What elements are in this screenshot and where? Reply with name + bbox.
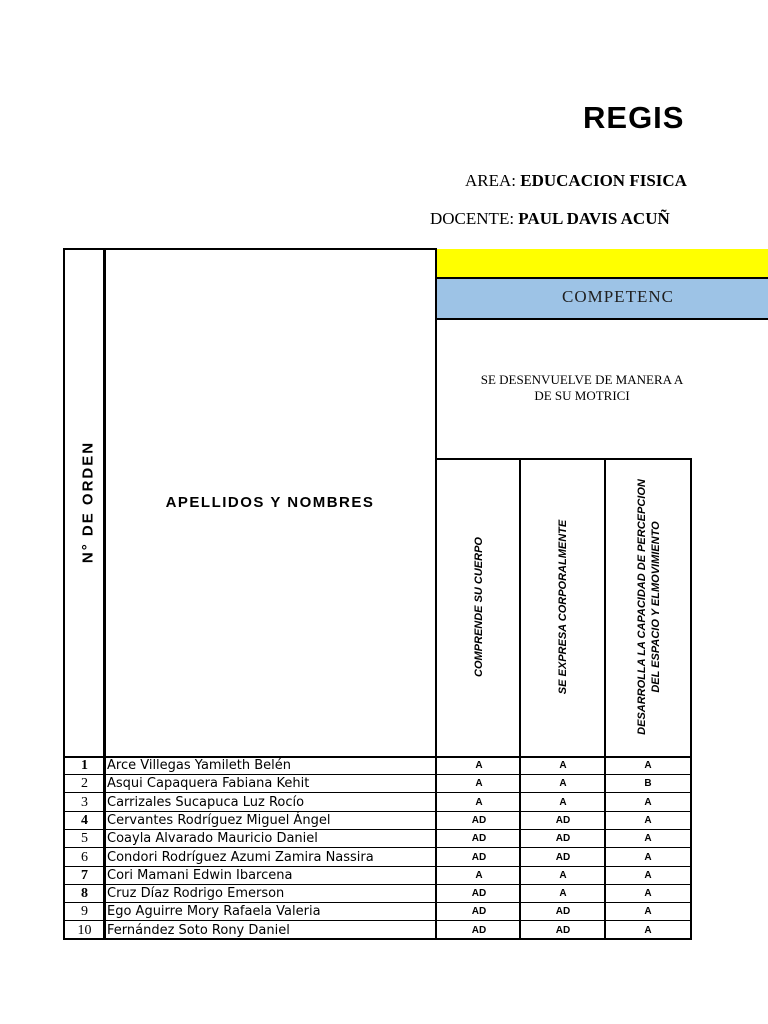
docente-label: DOCENTE:: [430, 209, 515, 228]
student-name: Fernández Soto Rony Daniel: [107, 922, 290, 938]
table-row: [64, 867, 692, 885]
page-title: REGIS: [583, 100, 685, 135]
subheader-text: COMPRENDE SU CUERPO: [473, 537, 485, 677]
table-border: [604, 459, 606, 940]
area-line: [465, 171, 687, 191]
row-divider: [63, 792, 692, 793]
table-row: [64, 885, 692, 903]
table-row: [64, 830, 692, 848]
row-divider: [63, 811, 692, 812]
row-divider: [63, 902, 692, 903]
grade-desarrolla: A: [644, 869, 652, 881]
grade-comprende: A: [475, 869, 483, 881]
row-divider: [63, 774, 692, 775]
table-border: [690, 459, 692, 940]
grade-expresa: A: [559, 869, 567, 881]
row-number: 4: [81, 812, 88, 828]
grade-desarrolla: A: [644, 851, 652, 863]
student-name: Coayla Alvarado Mauricio Daniel: [107, 831, 318, 847]
subheader-desarrolla: [635, 479, 663, 735]
grade-comprende: A: [475, 796, 483, 808]
row-divider: [63, 884, 692, 885]
area-value: EDUCACION FISICA: [520, 171, 687, 190]
grade-expresa: A: [559, 760, 567, 771]
row-number: 8: [81, 886, 88, 902]
grade-desarrolla: A: [644, 833, 652, 845]
grade-expresa: AD: [555, 851, 571, 863]
row-number: 3: [81, 794, 88, 810]
grade-expresa: A: [559, 778, 567, 790]
header-orden: N° DE ORDEN: [79, 440, 97, 564]
table-border: [63, 248, 65, 940]
subheader-text: SE EXPRESA CORPORALMENTE: [557, 519, 569, 695]
table-border: [437, 318, 768, 320]
grade-comprende: AD: [471, 888, 487, 900]
student-name: Cruz Díaz Rodrigo Emerson: [107, 886, 285, 902]
grade-desarrolla: A: [644, 888, 652, 900]
student-name: Ego Aguirre Mory Rafaela Valeria: [107, 904, 321, 920]
row-number: 2: [81, 776, 88, 792]
table-row: [64, 775, 692, 793]
student-name: Carrizales Sucapuca Luz Rocío: [107, 794, 305, 810]
table-row: [64, 794, 692, 812]
docente-line: [430, 209, 670, 229]
grade-comprende: A: [475, 760, 483, 771]
table-row: [64, 757, 692, 775]
row-number: 10: [77, 922, 92, 938]
yellow-header-band: [437, 249, 768, 277]
student-name: Cori Mamani Edwin Ibarcena: [107, 867, 293, 883]
subheader-text: DESARROLLA LA CAPACIDAD DE PERCEPCION: [636, 479, 648, 735]
table-row: [64, 812, 692, 830]
docente-value: PAUL DAVIS ACUÑ: [518, 209, 670, 228]
grade-expresa: AD: [555, 906, 571, 918]
competencia-label: COMPETENC: [562, 287, 674, 306]
table-row: [64, 849, 692, 867]
competencia-text-line: DE SU MOTRICI: [534, 388, 630, 403]
grade-desarrolla: A: [644, 796, 652, 808]
table-border: [437, 277, 768, 279]
student-name: Asqui Capaquera Fabiana Kehit: [107, 776, 310, 792]
grade-comprende: A: [475, 778, 483, 790]
area-label: AREA:: [465, 171, 516, 190]
grade-comprende: AD: [471, 924, 487, 936]
table-border: [63, 938, 692, 940]
row-number: 5: [81, 831, 88, 847]
student-name: Condori Rodríguez Azumi Zamira Nassira: [107, 849, 374, 865]
grade-expresa: AD: [555, 833, 571, 845]
grade-comprende: AD: [471, 851, 487, 863]
table-border: [435, 248, 437, 940]
student-name: Arce Villegas Yamileth Belén: [107, 758, 292, 773]
table-border: [63, 756, 692, 758]
header-names: APELLIDOS Y NOMBRES: [165, 494, 375, 511]
grade-expresa: A: [559, 888, 567, 900]
subheader-text: DEL ESPACIO Y ELMOVIMIENTO: [650, 521, 662, 693]
subheader-comprende: [472, 537, 486, 677]
table-row: [64, 903, 692, 921]
row-number: 1: [81, 758, 88, 773]
table-row: [64, 922, 692, 940]
competencia-description: [437, 372, 727, 404]
grade-comprende: AD: [471, 833, 487, 845]
grade-comprende: AD: [471, 814, 487, 826]
grade-desarrolla: B: [644, 778, 652, 790]
competencia-text-line: SE DESENVUELVE DE MANERA A: [480, 372, 684, 387]
table-border: [437, 458, 692, 460]
grade-desarrolla: A: [644, 924, 652, 936]
grade-desarrolla: A: [644, 814, 652, 826]
grade-expresa: AD: [555, 924, 571, 936]
grade-desarrolla: A: [644, 906, 652, 918]
subheader-expresa: [556, 520, 570, 694]
grade-expresa: AD: [555, 814, 571, 826]
student-name: Cervantes Rodríguez Miguel Ángel: [107, 812, 331, 828]
row-number: 9: [81, 904, 88, 920]
row-divider: [63, 866, 692, 867]
table-border: [63, 248, 437, 250]
row-divider: [63, 920, 692, 921]
row-number: 7: [81, 867, 88, 883]
grade-comprende: AD: [471, 906, 487, 918]
row-number: 6: [81, 849, 88, 865]
row-divider: [63, 829, 692, 830]
grade-desarrolla: A: [644, 760, 652, 771]
grade-expresa: A: [559, 796, 567, 808]
table-border: [519, 459, 521, 940]
row-divider: [63, 847, 692, 848]
table-border: [103, 248, 106, 940]
